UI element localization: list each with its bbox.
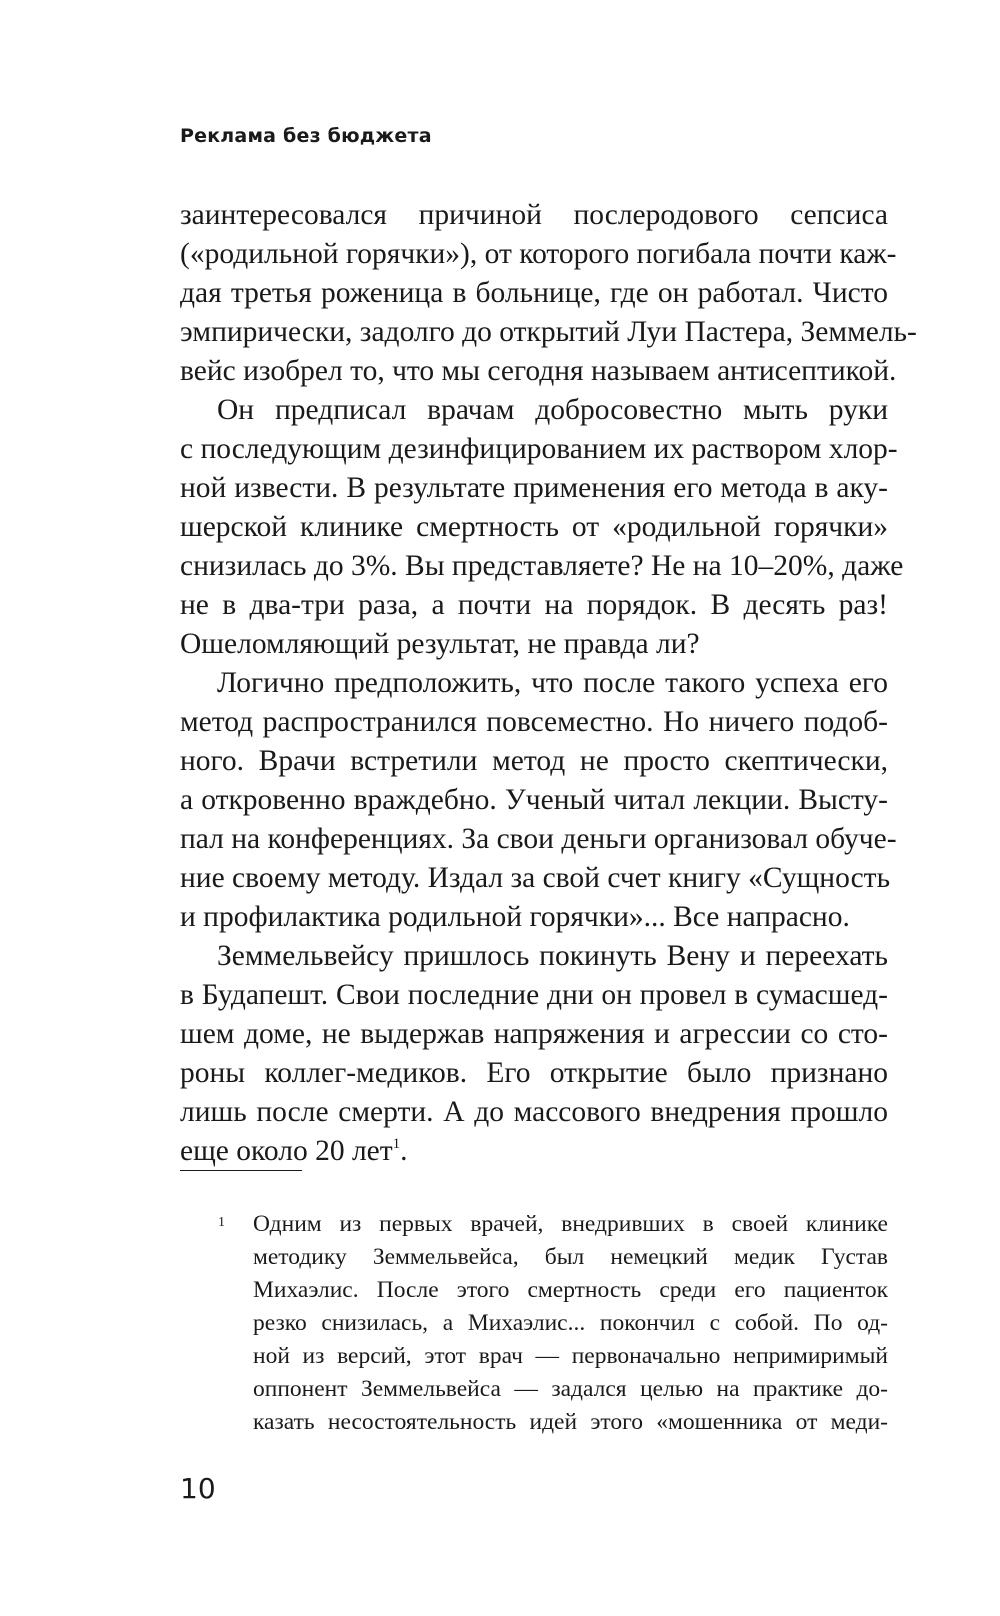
body-line-last: еще около 20 лет$^1$. xyxy=(180,1135,408,1167)
body-line: Ошеломляющий результат, не правда ли? xyxy=(180,628,700,660)
body-line: с последующим дезинфицированием их раствором хлор- xyxy=(180,433,898,465)
footnote-reference[interactable]: 1 xyxy=(392,1136,401,1152)
body-line-text: еще около 20 лет xyxy=(180,1135,393,1167)
footnote-line: Михаэлис. После этого смертность среди его пациенток xyxy=(253,1277,888,1303)
body-line: вейс изобрел то, что мы сегодня называем антисептикой. xyxy=(180,355,897,387)
body-line: метод распространился повсеместно. Но ничего подоб- xyxy=(180,706,888,738)
body-line: снизилась до 3%. Вы представляете? Не на 10–20%, даже xyxy=(180,550,904,582)
body-line: шем доме, не выдержав напряжения и агрессии со сто- xyxy=(180,1018,888,1050)
body-line: пал на конференциях. За свои деньги организовал обуче- xyxy=(180,823,897,855)
body-line: шерской клинике смертность от «родильной горячки» xyxy=(180,511,888,543)
body-line: Логично предположить, что после такого успеха его xyxy=(217,667,888,699)
body-line: лишь после смерти. А до массового внедрения прошло xyxy=(180,1096,888,1128)
body-line: Он предписал врачам добросовестно мыть руки xyxy=(217,394,888,426)
body-line: роны коллег-медиков. Его открытие было признано xyxy=(180,1057,888,1089)
body-line: не в два-три раза, а почти на порядок. В десять раз! xyxy=(180,589,888,621)
body-line: заинтересовался причиной послеродового сепсиса xyxy=(180,199,888,231)
footnote-separator xyxy=(180,1170,302,1171)
body-line: ние своему методу. Издал за свой счет книгу «Сущность xyxy=(180,862,891,894)
footnote-line: казать несостоятельность идей этого «мошенника от меди- xyxy=(253,1409,888,1435)
page-number: 10 xyxy=(180,1472,216,1505)
footnote-line: оппонент Земмельвейса — задался целью на практике до- xyxy=(253,1376,888,1402)
body-line: ной извести. В результате применения его метода в аку- xyxy=(180,472,888,504)
body-line: дая третья роженица в больнице, где он работал. Чисто xyxy=(180,277,888,309)
footnote-line: Одним из первых врачей, внедривших в своей клинике xyxy=(253,1211,888,1237)
body-line: эмпирически, задолго до открытий Луи Пастера, Земмель- xyxy=(180,316,917,348)
footnote-line: резко снизилась, а Михаэлис... покончил с собой. По од- xyxy=(253,1310,888,1336)
body-line: и профилактика родильной горячки»... Все напрасно. xyxy=(180,901,850,933)
body-line: («родильной горячки»), от которого погибала почти каж- xyxy=(180,238,897,270)
body-line: а откровенно враждебно. Ученый читал лекции. Высту- xyxy=(180,784,888,816)
body-line: ного. Врачи встретили метод не просто скептически, xyxy=(180,745,888,777)
body-text xyxy=(180,196,917,1171)
footnote-marker: 1 xyxy=(218,1215,225,1230)
footnote-line: ной из версий, этот врач — первоначально непримиримый xyxy=(253,1343,888,1369)
footnote xyxy=(180,1208,888,1439)
footnote-body xyxy=(253,1208,888,1439)
body-line: Земмельвейсу пришлось покинуть Вену и переехать xyxy=(217,940,888,972)
body-line: в Будапешт. Свои последние дни он провел в сумасшед- xyxy=(180,979,888,1011)
running-head: Реклама без бюджета xyxy=(180,125,432,147)
footnote-line: методику Земмельвейса, был немецкий медик Густав xyxy=(253,1244,888,1270)
